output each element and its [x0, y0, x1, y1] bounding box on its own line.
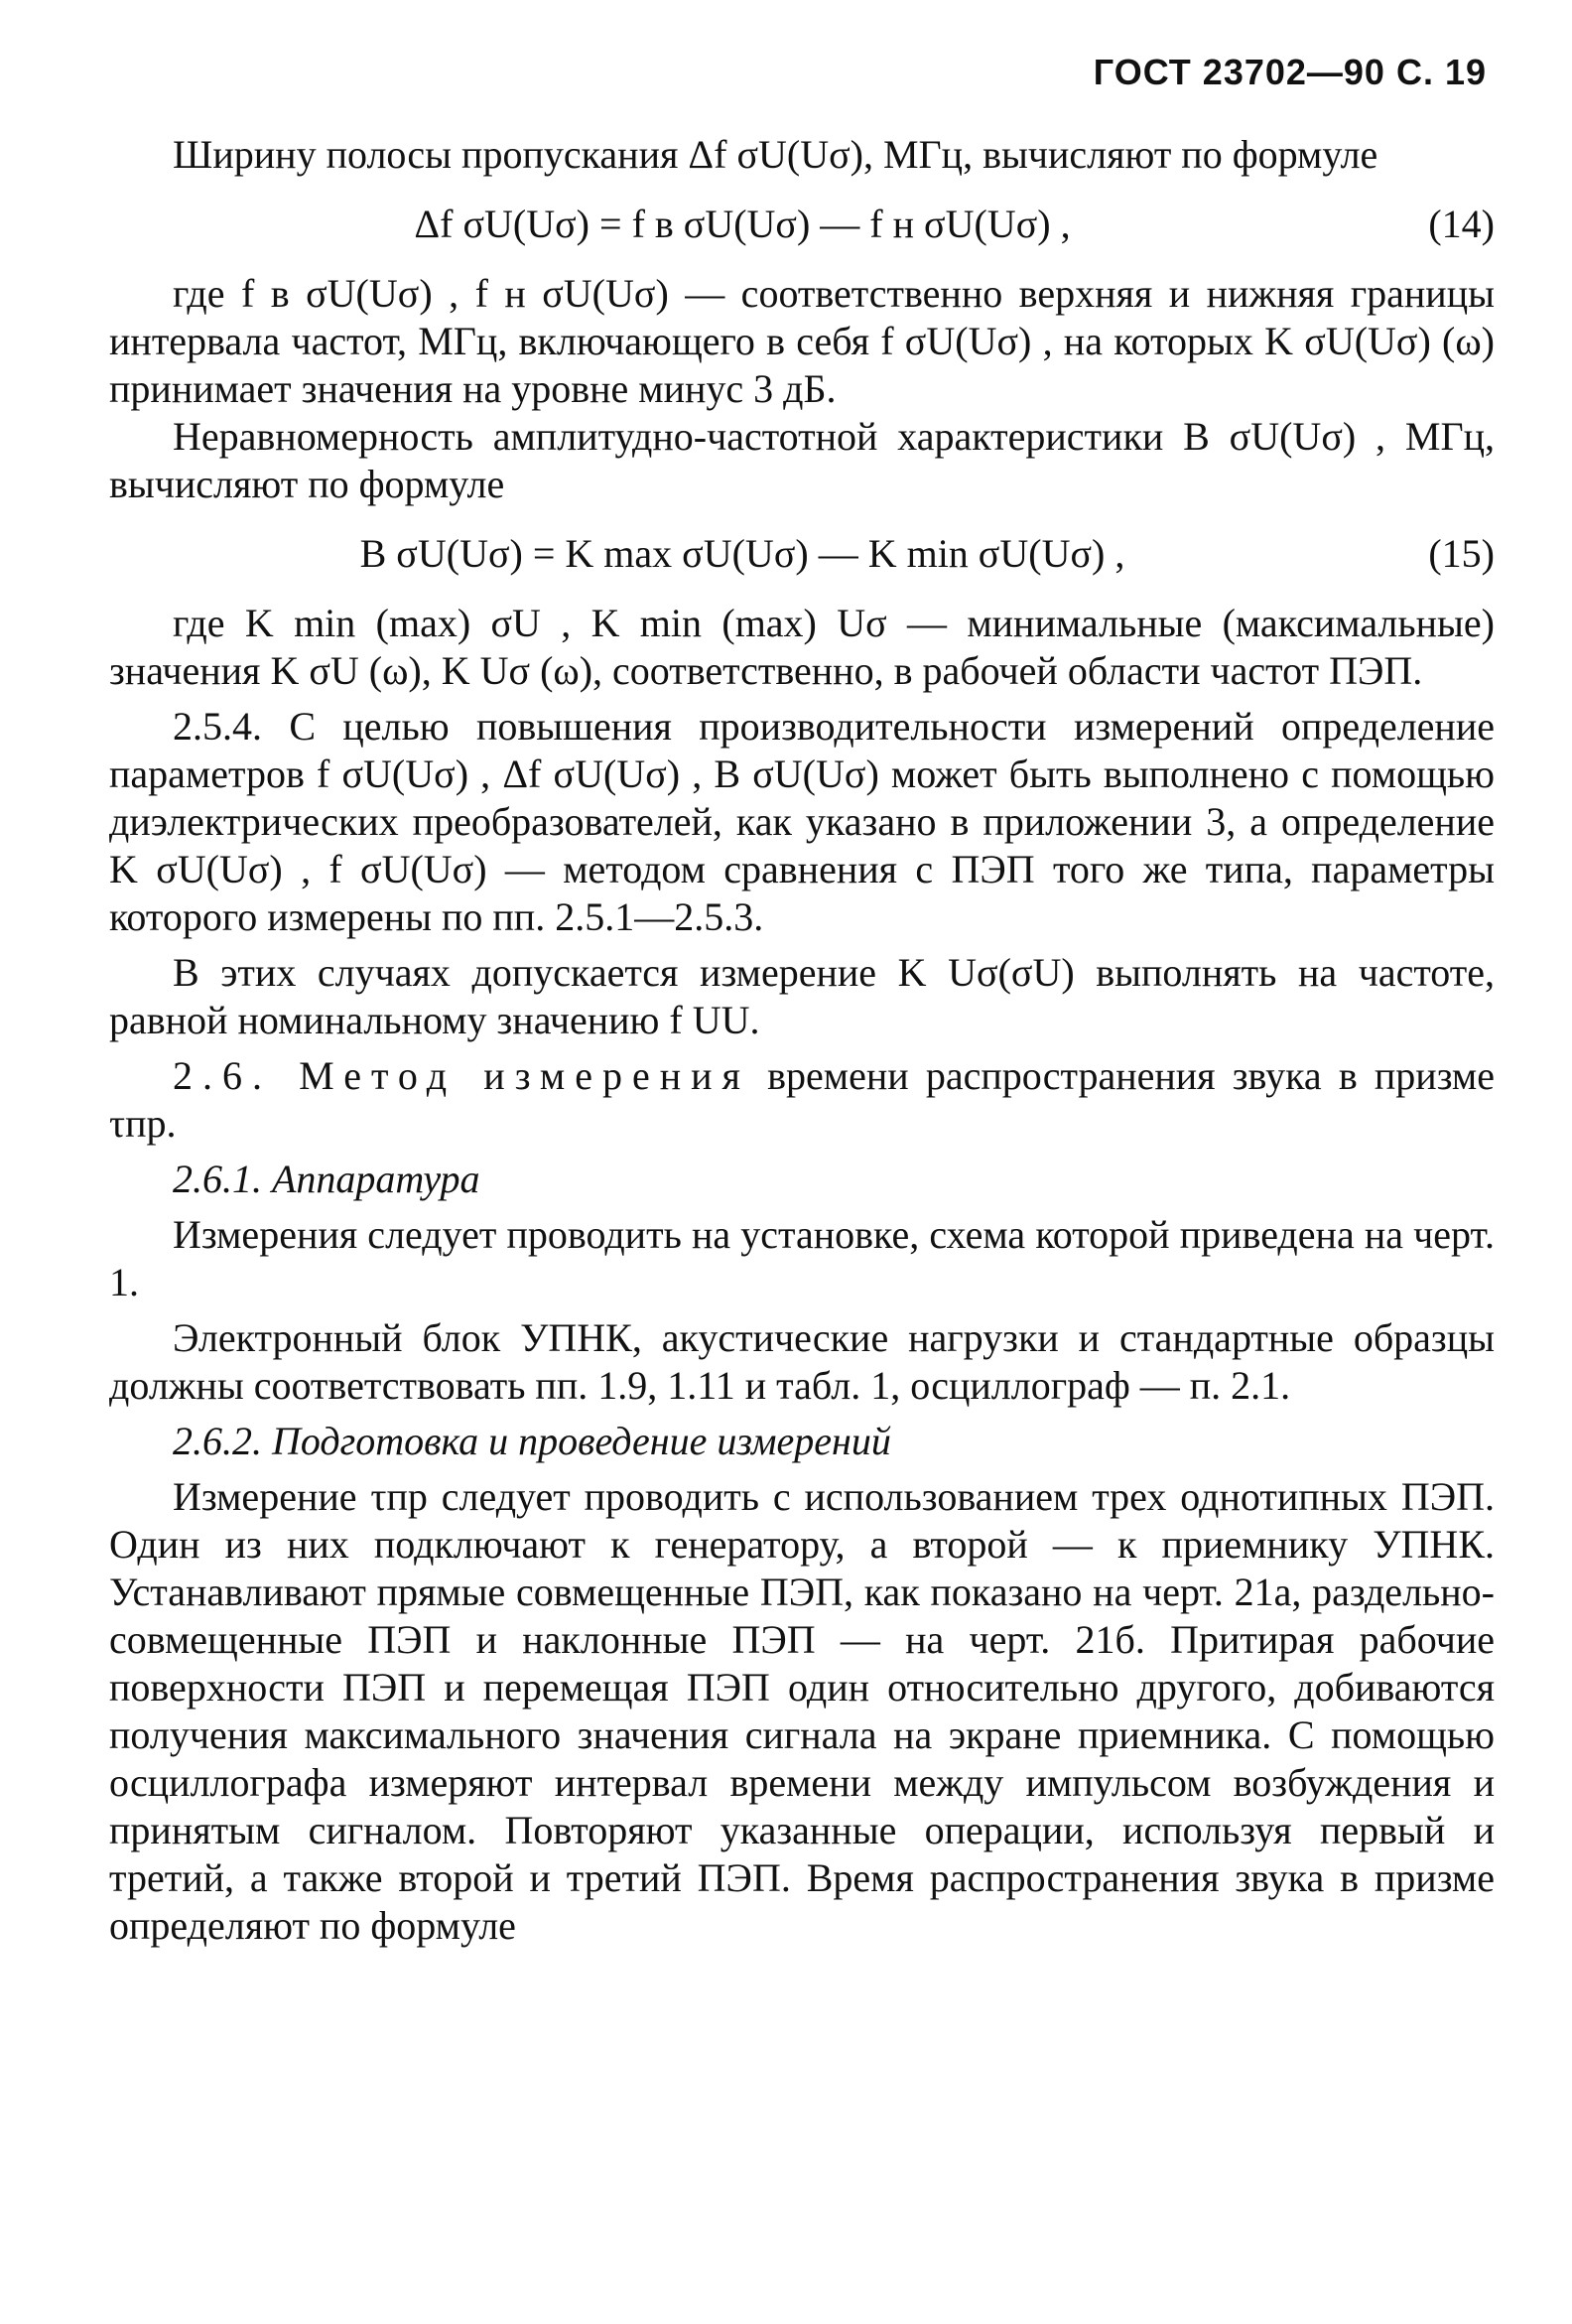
page-header: ГОСТ 23702—90 С. 19	[1093, 52, 1487, 92]
paragraph: Измерения следует проводить на установке, схема которой приведена на черт. 1.	[109, 1212, 1495, 1304]
section-heading	[109, 1052, 1495, 1148]
subsection-heading: 2.6.1. Аппаратура	[173, 1157, 480, 1201]
paragraph: где f в σU(Uσ) , f н σU(Uσ) — соответственно верхняя и нижняя границы интервала частот, МГц, включающего в себя f σU(Uσ) , на которых K σU(Uσ) (ω) принимает значения на уровне минус 3 дБ.	[109, 271, 1495, 411]
paragraph: 2.5.4. С целью повышения производительности измерений определение параметров f σU(Uσ) , Δf σU(Uσ) , B σU(Uσ) может быть выполнено с помощью диэлектрических преобразователей, как указано в приложении 3, а определение K σU(Uσ) , f σU(Uσ) — методом сравнения с ПЭП того же типа, параметры которого измерены по пп. 2.5.1—2.5.3.	[109, 704, 1495, 939]
paragraph: Электронный блок УПНК, акустические нагрузки и стандартные образцы должны соответствовать пп. 1.9, 1.11 и табл. 1, осциллограф — п. 2.1.	[109, 1315, 1495, 1408]
formula-number: (14)	[1428, 202, 1495, 246]
document-body	[109, 131, 1495, 1950]
formula-number: (15)	[1428, 531, 1495, 576]
section-title-rest: времени распространения звука в призме τпр.	[109, 1053, 1495, 1146]
paragraph: Измерение τпр следует проводить с использованием трех однотипных ПЭП. Один из них подключают к генератору, а второй — к приемнику УПНК. Устанавливают прямые совмещенные ПЭП, как показано на черт. 21а, раздельно-совмещенные ПЭП и наклонные ПЭП — на черт. 21б. Притирая рабочие поверхности ПЭП и перемещая ПЭП один относительно другого, добиваются получения максимального значения сигнала на экране приемника. С помощью осциллографа измеряют интервал времени между импульсом возбуждения и принятым сигналом. Повторяют указанные операции, используя первый и третий, а также второй и третий ПЭП. Время распространения звука в призме определяют по формуле	[109, 1474, 1495, 1948]
paragraph: Ширину полосы пропускания Δf σU(Uσ), МГц, вычисляют по формуле	[173, 132, 1378, 177]
formula-15	[109, 530, 1495, 578]
paragraph: где K min (max) σU , K min (max) Uσ — минимальные (максимальные) значения K σU (ω), K Uσ (ω), соответственно, в рабочей области частот ПЭП.	[109, 601, 1495, 693]
paragraph: Неравномерность амплитудно-частотной характеристики B σU(Uσ) , МГц, вычисляют по формуле	[109, 414, 1495, 506]
formula-expression: B σU(Uσ) = K max σU(Uσ) — K min σU(Uσ) ,	[359, 531, 1125, 576]
formula-expression: Δf σU(Uσ) = f в σU(Uσ) — f н σU(Uσ) ,	[414, 202, 1071, 246]
paragraph: В этих случаях допускается измерение K Uσ(σU) выполнять на частоте, равной номинальному значению f UU.	[109, 950, 1495, 1042]
section-title: 2.6. Метод измерения	[173, 1053, 750, 1098]
formula-14	[109, 201, 1495, 248]
subsection-heading: 2.6.2. Подготовка и проведение измерений	[173, 1419, 891, 1463]
